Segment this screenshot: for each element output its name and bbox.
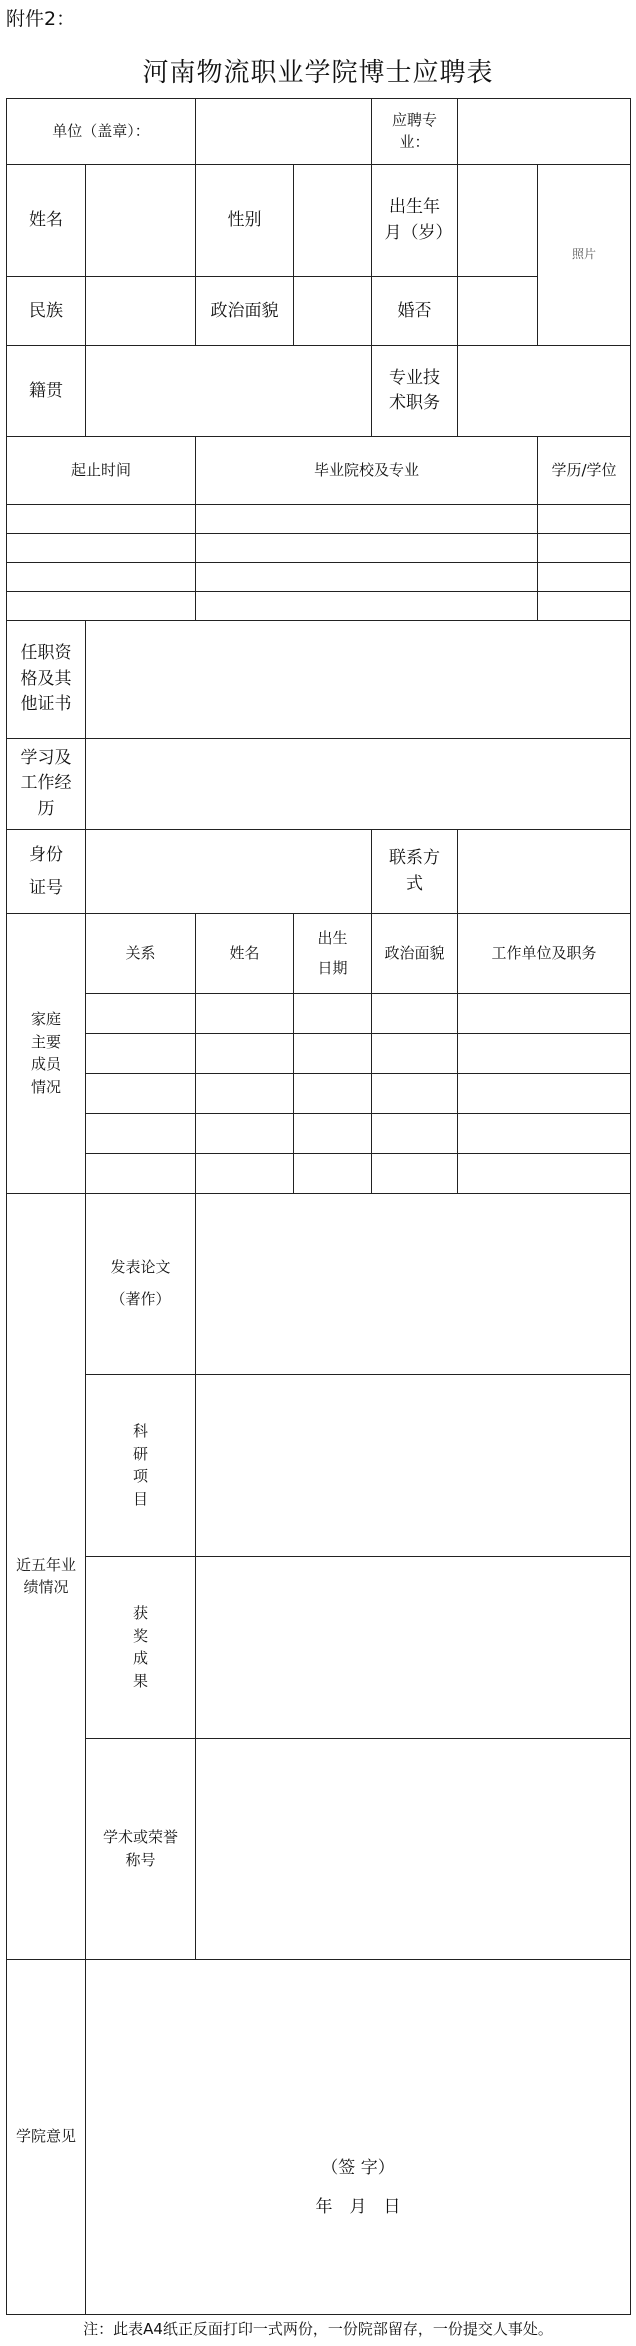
ethnicity-field[interactable] xyxy=(86,277,196,346)
birth-field[interactable] xyxy=(458,165,538,277)
family-name-cell[interactable] xyxy=(196,1154,294,1194)
performance-label: 近五年业绩情况 xyxy=(16,1555,77,1597)
name-field[interactable] xyxy=(86,165,196,277)
family-political-cell[interactable] xyxy=(372,1154,458,1194)
education-school-cell[interactable] xyxy=(196,534,538,563)
period-header: 起止时间 xyxy=(7,437,196,505)
projects-label: 科研项目 xyxy=(132,1422,148,1508)
family-relation-cell[interactable] xyxy=(86,1034,196,1074)
awards-label: 获奖成果 xyxy=(132,1604,148,1690)
family-name-cell[interactable] xyxy=(196,1034,294,1074)
family-row xyxy=(7,1074,631,1114)
papers-field[interactable] xyxy=(196,1194,631,1375)
contact-field[interactable] xyxy=(458,830,631,914)
honors-label: 学术或荣誉称号 xyxy=(102,1828,178,1869)
family-row xyxy=(7,1154,631,1194)
school-major-header: 毕业院校及专业 xyxy=(196,437,538,505)
signature-label: （签 字） xyxy=(321,2158,395,2178)
title-rank-label: 专业技术职务 xyxy=(389,367,441,413)
education-row xyxy=(7,534,631,563)
family-work-cell[interactable] xyxy=(458,1114,631,1154)
family-work-cell[interactable] xyxy=(458,994,631,1034)
id-field[interactable] xyxy=(86,830,372,914)
contact-label: 联系方式 xyxy=(389,848,441,894)
awards-field[interactable] xyxy=(196,1557,631,1739)
family-name-cell[interactable] xyxy=(196,1114,294,1154)
education-degree-cell[interactable] xyxy=(538,505,631,534)
honors-field[interactable] xyxy=(196,1739,631,1960)
education-period-cell[interactable] xyxy=(7,563,196,592)
family-row xyxy=(7,994,631,1034)
family-relation-cell[interactable] xyxy=(86,1114,196,1154)
footer-note: 注：此表A4纸正反面打印一式两份，一份院部留存，一份提交人事处。 xyxy=(83,2320,553,2338)
education-period-cell[interactable] xyxy=(7,534,196,563)
name-label: 姓名 xyxy=(7,165,86,277)
family-row xyxy=(7,1114,631,1154)
marital-field[interactable] xyxy=(458,277,538,346)
education-school-cell[interactable] xyxy=(196,505,538,534)
family-birth-cell[interactable] xyxy=(294,1074,372,1114)
family-work-header: 工作单位及职务 xyxy=(458,914,631,994)
family-birth-header-line1: 出生 xyxy=(317,928,348,947)
date-label: 年 月 日 xyxy=(315,2196,401,2217)
family-name-cell[interactable] xyxy=(196,1074,294,1114)
education-period-cell[interactable] xyxy=(7,592,196,621)
family-relation-cell[interactable] xyxy=(86,994,196,1034)
photo-box[interactable]: 照片 xyxy=(538,165,631,346)
opinion-field[interactable] xyxy=(86,1960,631,2315)
family-birth-header-line2: 日期 xyxy=(317,958,348,977)
education-degree-cell[interactable] xyxy=(538,534,631,563)
family-relation-cell[interactable] xyxy=(86,1074,196,1114)
form-title: 河南物流职业学院博士应聘表 xyxy=(142,58,494,88)
family-birth-cell[interactable] xyxy=(294,1114,372,1154)
application-form-table xyxy=(6,98,631,2315)
family-birth-cell[interactable] xyxy=(294,1154,372,1194)
family-work-cell[interactable] xyxy=(458,1154,631,1194)
family-birth-cell[interactable] xyxy=(294,1034,372,1074)
gender-field[interactable] xyxy=(294,165,372,277)
gender-label: 性别 xyxy=(196,165,294,277)
family-political-cell[interactable] xyxy=(372,994,458,1034)
relation-header: 关系 xyxy=(86,914,196,994)
position-field[interactable] xyxy=(458,99,631,165)
id-label-line2: 证号 xyxy=(29,877,63,898)
native-label: 籍贯 xyxy=(7,346,86,437)
family-political-cell[interactable] xyxy=(372,1074,458,1114)
qualifications-field[interactable] xyxy=(86,621,631,739)
unit-label: 单位（盖章）： xyxy=(7,99,196,165)
education-period-cell[interactable] xyxy=(7,505,196,534)
family-relation-cell[interactable] xyxy=(86,1154,196,1194)
title-rank-field[interactable] xyxy=(458,346,631,437)
marital-label: 婚否 xyxy=(372,277,458,346)
birth-label: 出生年月（岁） xyxy=(384,197,453,243)
ethnicity-label: 民族 xyxy=(7,277,86,346)
political-label: 政治面貌 xyxy=(196,277,294,346)
projects-field[interactable] xyxy=(196,1375,631,1557)
family-political-cell[interactable] xyxy=(372,1114,458,1154)
family-political-header: 政治面貌 xyxy=(372,914,458,994)
education-row xyxy=(7,592,631,621)
experience-label: 学习及工作经历 xyxy=(20,747,72,819)
education-row xyxy=(7,505,631,534)
family-label: 家庭主要成员情况 xyxy=(30,1010,61,1096)
family-political-cell[interactable] xyxy=(372,1034,458,1074)
education-degree-cell[interactable] xyxy=(538,563,631,592)
papers-label-line1: 发表论文 xyxy=(110,1258,171,1277)
education-row xyxy=(7,563,631,592)
family-work-cell[interactable] xyxy=(458,1074,631,1114)
education-school-cell[interactable] xyxy=(196,592,538,621)
family-name-cell[interactable] xyxy=(196,994,294,1034)
experience-field[interactable] xyxy=(86,739,631,830)
attachment-label: 附件2： xyxy=(6,8,76,30)
position-label: 应聘专业： xyxy=(392,110,438,152)
unit-field[interactable] xyxy=(196,99,372,165)
papers-label-line2: （著作） xyxy=(110,1290,171,1308)
qualifications-label: 任职资格及其他证书 xyxy=(20,643,72,715)
degree-header: 学历/学位 xyxy=(538,437,631,505)
education-degree-cell[interactable] xyxy=(538,592,631,621)
id-label-line1: 身份 xyxy=(29,844,63,865)
political-field[interactable] xyxy=(294,277,372,346)
opinion-label: 学院意见 xyxy=(7,1960,86,2315)
native-field[interactable] xyxy=(86,346,372,437)
family-work-cell[interactable] xyxy=(458,1034,631,1074)
family-birth-cell[interactable] xyxy=(294,994,372,1034)
family-row xyxy=(7,1034,631,1074)
family-name-header: 姓名 xyxy=(196,914,294,994)
education-school-cell[interactable] xyxy=(196,563,538,592)
